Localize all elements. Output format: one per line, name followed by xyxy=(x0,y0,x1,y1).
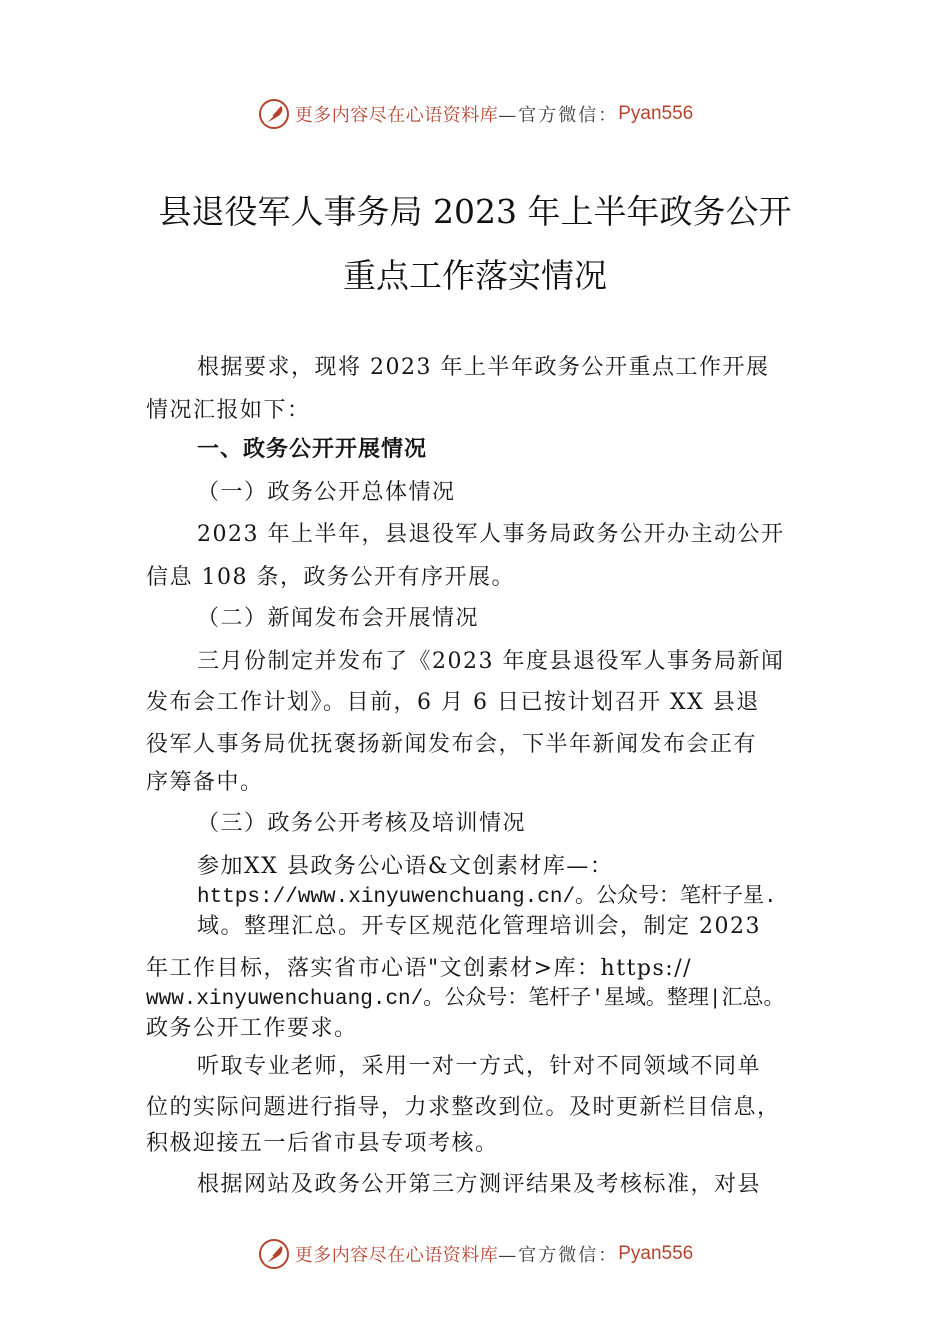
paragraph-4-line-3: 积极迎接五一后省市县专项考核。 xyxy=(146,1131,499,1156)
watermark-brand: 更多内容尽在心语资料库 xyxy=(294,105,499,126)
paragraph-4-line-1: 听取专业老师，采用一对一方式，针对不同领域不同单 xyxy=(197,1054,762,1079)
header-watermark xyxy=(0,94,950,134)
feather-pen-logo-icon xyxy=(257,1237,291,1271)
watermark-official-label: —官方微信： xyxy=(498,1245,619,1266)
paragraph-2-line-2: 发布会工作计划》。目前，6 月 6 日已按计划召开 XX 县退 xyxy=(146,690,760,715)
paragraph-3-line-5: www.xinyuwenchuang.cn/。公众号：笔杆子'星域。整理|汇总。 xyxy=(146,988,785,1011)
subheading-1-3: （三）政务公开考核及培训情况 xyxy=(197,811,527,836)
intro-line-2: 情况汇报如下： xyxy=(146,398,311,423)
document-title-line-2: 重点工作落实情况 xyxy=(343,256,607,295)
subheading-1-1: （一）政务公开总体情况 xyxy=(197,480,456,505)
document-title-line-1: 县退役军人事务局 2023 年上半年政务公开 xyxy=(158,192,792,231)
footer-watermark xyxy=(0,1234,950,1274)
paragraph-3-line-2: https://www.xinyuwenchuang.cn/。公众号：笔杆子星. xyxy=(197,886,777,909)
watermark-wechat-id: Pyan556 xyxy=(618,1243,694,1264)
watermark-official-label: —官方微信： xyxy=(498,105,619,126)
section-heading-1: 一、政务公开开展情况 xyxy=(197,437,428,462)
paragraph-4-line-2: 位的实际问题进行指导，力求整改到位。及时更新栏目信息， xyxy=(146,1095,781,1120)
paragraph-3-line-1: 参加XX 县政务公心语&文创素材库—： xyxy=(197,854,614,879)
subheading-1-2: （二）新闻发布会开展情况 xyxy=(197,606,480,631)
paragraph-3-line-3: 域。整理汇总。开专区规范化管理培训会，制定 2023 xyxy=(197,914,761,939)
paragraph-2-line-1: 三月份制定并发布了《2023 年度县退役军人事务局新闻 xyxy=(197,649,785,674)
intro-line-1: 根据要求，现将 2023 年上半年政务公开重点工作开展 xyxy=(197,355,770,380)
paragraph-5-line-1: 根据网站及政务公开第三方测评结果及考核标准，对县 xyxy=(197,1172,762,1197)
paragraph-1-line-1: 2023 年上半年，县退役军人事务局政务公开办主动公开 xyxy=(197,522,785,547)
paragraph-2-line-4: 序筹备中。 xyxy=(146,770,264,795)
paragraph-1-line-2: 信息 108 条，政务公开有序开展。 xyxy=(146,565,515,590)
paragraph-2-line-3: 役军人事务局优抚褒扬新闻发布会，下半年新闻发布会正有 xyxy=(146,732,758,757)
paragraph-3-line-4: 年工作目标，落实省市心语"文创素材>库：https:// xyxy=(146,956,693,981)
paragraph-3-line-6: 政务公开工作要求。 xyxy=(146,1016,358,1041)
feather-pen-logo-icon xyxy=(257,97,291,131)
watermark-brand: 更多内容尽在心语资料库 xyxy=(294,1245,499,1266)
watermark-wechat-id: Pyan556 xyxy=(618,103,694,124)
